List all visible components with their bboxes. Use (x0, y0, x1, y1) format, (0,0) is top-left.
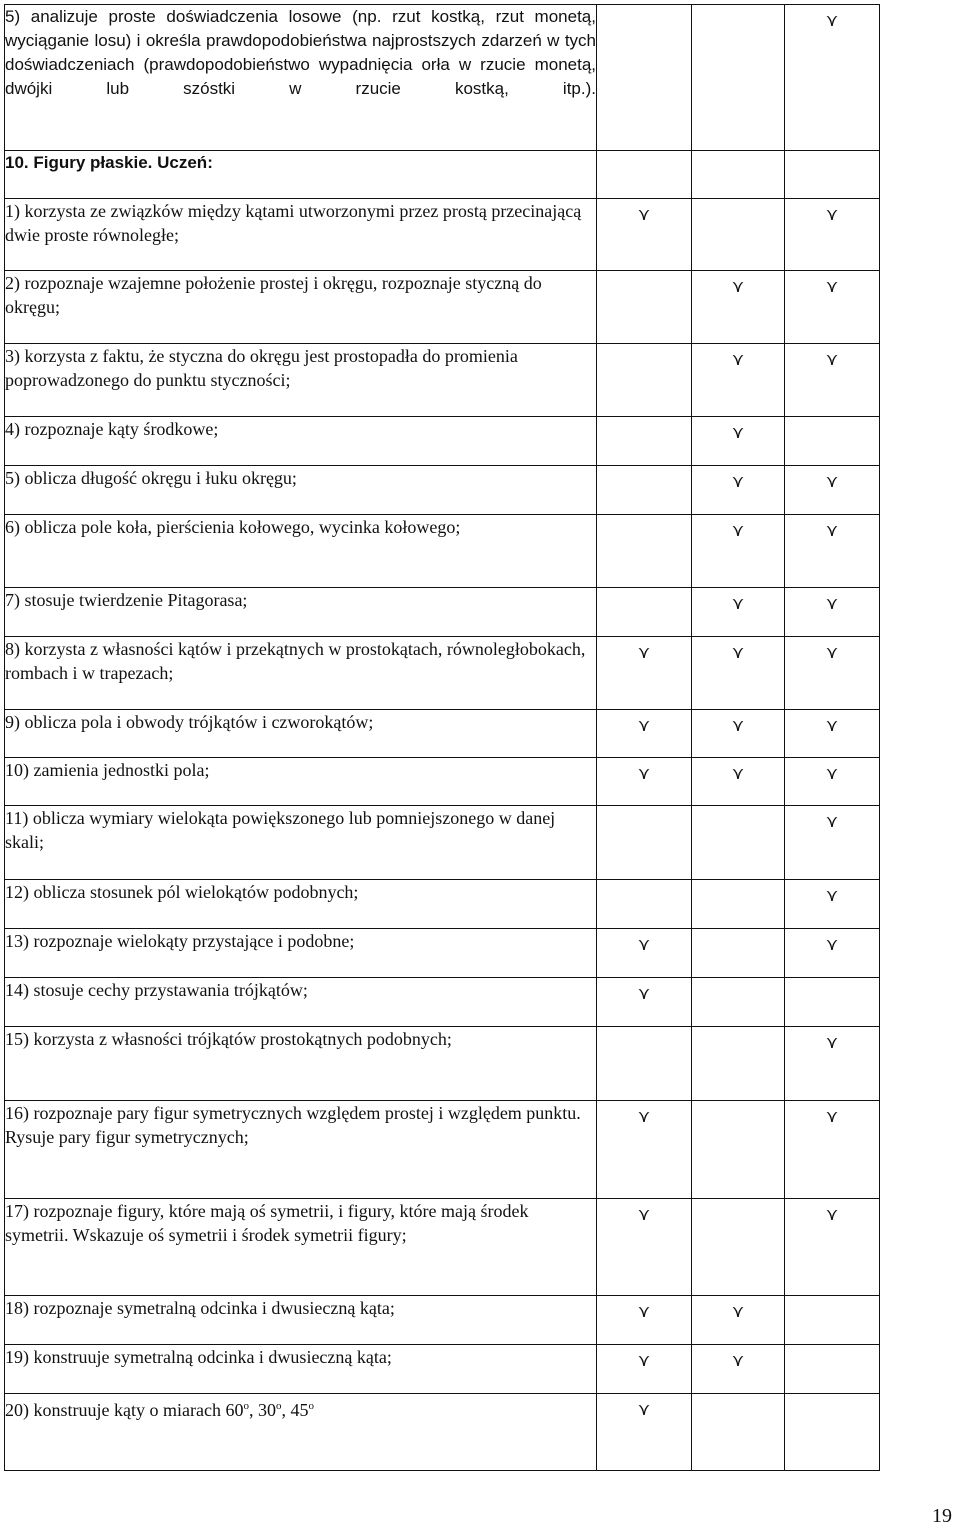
degree-symbol: o (275, 1400, 282, 1412)
requirement-label: 17) rozpoznaje figury, które mają oś symetrii, i figury, które mają środek symetrii. Wskazuje oś symetrii i środek symetrii figury; (5, 1201, 529, 1245)
mark-cell-2 (692, 978, 785, 1027)
requirement-text (5, 929, 597, 978)
mark-cell-1 (597, 637, 692, 710)
check-mark-icon: ⋎ (731, 716, 745, 736)
mark-cell-1 (597, 1101, 692, 1199)
requirement-label: 3) korzysta z faktu, że styczna do okręgu jest prostopadła do promienia poprowadzonego do punktu styczności; (5, 346, 518, 390)
mark-cell-1 (597, 978, 692, 1027)
requirement-label: 8) korzysta z własności kątów i przekątnych w prostokątach, równoległobokach, rombach i w trapezach; (5, 639, 586, 683)
mark-cell-3 (785, 806, 880, 880)
mark-cell-2 (692, 637, 785, 710)
check-mark-icon: ⋎ (731, 472, 745, 492)
mark-cell-2 (692, 929, 785, 978)
mark-cell-1 (597, 806, 692, 880)
check-mark-icon: ⋎ (637, 716, 651, 736)
check-mark-icon: ⋎ (637, 1400, 651, 1420)
mark-cell-2 (692, 466, 785, 515)
mark-cell-2 (692, 710, 785, 758)
requirement-text (5, 1101, 597, 1199)
table-row (5, 1296, 880, 1345)
angle-value: , 30 (248, 1400, 276, 1420)
check-mark-icon: ⋎ (731, 594, 745, 614)
requirement-text (5, 199, 597, 271)
check-mark-icon: ⋎ (731, 643, 745, 663)
table-row (5, 710, 880, 758)
requirement-label: 11) oblicza wymiary wielokąta powiększonego lub pomniejszonego w danej skali; (5, 808, 556, 852)
mark-cell-2 (692, 880, 785, 929)
requirement-text (5, 637, 597, 710)
check-mark-icon: ⋎ (825, 205, 839, 225)
mark-cell-3 (785, 588, 880, 637)
mark-cell-2 (692, 5, 785, 151)
mark-cell-1 (597, 515, 692, 588)
mark-cell-2 (692, 1394, 785, 1471)
check-mark-icon: ⋎ (825, 521, 839, 541)
requirement-label: 10. Figury płaskie. Uczeń: (5, 153, 213, 172)
mark-cell-3 (785, 1296, 880, 1345)
check-mark-icon: ⋎ (825, 764, 839, 784)
requirement-text (5, 806, 597, 880)
angle-value: , 45 (281, 1400, 309, 1420)
requirement-label: 7) stosuje twierdzenie Pitagorasa; (5, 590, 248, 610)
table-row (5, 929, 880, 978)
check-mark-icon: ⋎ (637, 1302, 651, 1322)
check-mark-icon: ⋎ (825, 1205, 839, 1225)
table-row (5, 1394, 880, 1471)
requirement-text (5, 1027, 597, 1101)
mark-cell-3 (785, 5, 880, 151)
requirement-text (5, 588, 597, 637)
check-mark-icon: ⋎ (825, 716, 839, 736)
check-mark-icon: ⋎ (825, 594, 839, 614)
mark-cell-2 (692, 151, 785, 199)
mark-cell-3 (785, 1394, 880, 1471)
mark-cell-1 (597, 929, 692, 978)
mark-cell-1 (597, 880, 692, 929)
requirement-text (5, 417, 597, 466)
mark-cell-2 (692, 806, 785, 880)
mark-cell-3 (785, 1345, 880, 1394)
mark-cell-1 (597, 1199, 692, 1296)
check-mark-icon: ⋎ (637, 1205, 651, 1225)
degree-symbol: o (308, 1400, 314, 1412)
check-mark-icon: ⋎ (637, 1107, 651, 1127)
mark-cell-2 (692, 271, 785, 344)
check-mark-icon: ⋎ (637, 984, 651, 1004)
table-row (5, 515, 880, 588)
check-mark-icon: ⋎ (825, 812, 839, 832)
requirement-label: 5) analizuje proste doświadczenia losowe (np. rzut kostką, rzut monetą, wyciąganie losu) i określa prawdopodobieństwa najprostszych zdarzeń w tych doświadczeniach (prawdopodobieństwo wypadnięcia orła w rzucie monetą, dwójki lub szóstki w rzucie kostką, itp.). (5, 7, 596, 98)
requirement-text (5, 515, 597, 588)
mark-cell-2 (692, 199, 785, 271)
mark-cell-3 (785, 1027, 880, 1101)
check-mark-icon: ⋎ (731, 277, 745, 297)
mark-cell-2 (692, 1199, 785, 1296)
requirement-label: 5) oblicza długość okręgu i łuku okręgu; (5, 468, 297, 488)
requirement-label: 13) rozpoznaje wielokąty przystające i podobne; (5, 931, 355, 951)
table-row (5, 1345, 880, 1394)
check-mark-icon: ⋎ (825, 1107, 839, 1127)
check-mark-icon: ⋎ (825, 350, 839, 370)
section-heading (5, 151, 597, 199)
mark-cell-3 (785, 880, 880, 929)
requirement-label: 4) rozpoznaje kąty środkowe; (5, 419, 219, 439)
mark-cell-1 (597, 1345, 692, 1394)
mark-cell-3 (785, 978, 880, 1027)
mark-cell-1 (597, 1027, 692, 1101)
table-row (5, 1027, 880, 1101)
mark-cell-3 (785, 637, 880, 710)
mark-cell-3 (785, 710, 880, 758)
requirement-label: 12) oblicza stosunek pól wielokątów podobnych; (5, 882, 359, 902)
requirement-label: 6) oblicza pole koła, pierścienia kołowego, wycinka kołowego; (5, 517, 461, 537)
requirement-label: 2) rozpoznaje wzajemne położenie prostej i okręgu, rozpoznaje styczną do okręgu; (5, 273, 542, 317)
mark-cell-2 (692, 1345, 785, 1394)
check-mark-icon: ⋎ (731, 764, 745, 784)
requirement-label: 19) konstruuje symetralną odcinka i dwusieczną kąta; (5, 1347, 392, 1367)
check-mark-icon: ⋎ (637, 1351, 651, 1371)
mark-cell-1 (597, 588, 692, 637)
check-mark-icon: ⋎ (825, 1033, 839, 1053)
mark-cell-1 (597, 5, 692, 151)
requirement-text (5, 1394, 597, 1471)
mark-cell-1 (597, 758, 692, 806)
table-row (5, 151, 880, 199)
table-row (5, 1101, 880, 1199)
check-mark-icon: ⋎ (825, 277, 839, 297)
table-row (5, 758, 880, 806)
table-row (5, 271, 880, 344)
mark-cell-1 (597, 1296, 692, 1345)
degree-symbol: o (243, 1400, 249, 1412)
mark-cell-3 (785, 466, 880, 515)
mark-cell-3 (785, 929, 880, 978)
check-mark-icon: ⋎ (731, 1302, 745, 1322)
mark-cell-1 (597, 199, 692, 271)
mark-cell-2 (692, 1027, 785, 1101)
mark-cell-2 (692, 1296, 785, 1345)
table-row (5, 637, 880, 710)
requirement-label: 14) stosuje cechy przystawania trójkątów; (5, 980, 308, 1000)
check-mark-icon: ⋎ (825, 935, 839, 955)
requirement-text (5, 978, 597, 1027)
requirements-table (4, 4, 880, 1471)
table-row (5, 806, 880, 880)
mark-cell-2 (692, 515, 785, 588)
table-row (5, 880, 880, 929)
check-mark-icon: ⋎ (825, 472, 839, 492)
mark-cell-3 (785, 758, 880, 806)
check-mark-icon: ⋎ (731, 1351, 745, 1371)
table-row (5, 417, 880, 466)
check-mark-icon: ⋎ (825, 643, 839, 663)
check-mark-icon: ⋎ (637, 205, 651, 225)
mark-cell-2 (692, 417, 785, 466)
mark-cell-1 (597, 344, 692, 417)
mark-cell-3 (785, 417, 880, 466)
table-row (5, 199, 880, 271)
requirement-label: 10) zamienia jednostki pola; (5, 760, 210, 780)
requirement-text (5, 271, 597, 344)
mark-cell-1 (597, 271, 692, 344)
table-row (5, 5, 880, 151)
mark-cell-2 (692, 1101, 785, 1199)
requirement-label: 1) korzysta ze związków między kątami utworzonymi przez prostą przecinającą dwie proste równoległe; (5, 201, 582, 245)
mark-cell-1 (597, 417, 692, 466)
requirement-text (5, 344, 597, 417)
check-mark-icon: ⋎ (637, 764, 651, 784)
requirement-label: 16) rozpoznaje pary figur symetrycznych względem prostej i względem punktu. Rysuje pary figur symetrycznych; (5, 1103, 581, 1147)
requirement-text (5, 1199, 597, 1296)
check-mark-icon: ⋎ (637, 935, 651, 955)
requirement-text (5, 1345, 597, 1394)
check-mark-icon: ⋎ (731, 521, 745, 541)
check-mark-icon: ⋎ (637, 643, 651, 663)
requirement-label: 9) oblicza pola i obwody trójkątów i czworokątów; (5, 712, 374, 732)
requirement-text (5, 1296, 597, 1345)
requirement-text (5, 880, 597, 929)
mark-cell-3 (785, 344, 880, 417)
mark-cell-3 (785, 199, 880, 271)
page-number: 19 (932, 1505, 952, 1527)
mark-cell-3 (785, 1199, 880, 1296)
mark-cell-1 (597, 1394, 692, 1471)
check-mark-icon: ⋎ (731, 350, 745, 370)
mark-cell-3 (785, 515, 880, 588)
requirement-label: 20) konstruuje kąty o miarach 60 (5, 1400, 244, 1420)
requirement-text (5, 5, 597, 151)
check-mark-icon: ⋎ (731, 423, 745, 443)
table-row (5, 466, 880, 515)
requirement-text (5, 466, 597, 515)
table-row (5, 1199, 880, 1296)
mark-cell-1 (597, 710, 692, 758)
check-mark-icon: ⋎ (825, 11, 839, 31)
mark-cell-2 (692, 344, 785, 417)
requirement-label: 18) rozpoznaje symetralną odcinka i dwusieczną kąta; (5, 1298, 395, 1318)
requirement-label: 15) korzysta z własności trójkątów prostokątnych podobnych; (5, 1029, 452, 1049)
table-row (5, 588, 880, 637)
mark-cell-1 (597, 151, 692, 199)
mark-cell-2 (692, 758, 785, 806)
mark-cell-1 (597, 466, 692, 515)
mark-cell-2 (692, 588, 785, 637)
table-row (5, 344, 880, 417)
table-row (5, 978, 880, 1027)
requirement-text (5, 710, 597, 758)
check-mark-icon: ⋎ (825, 886, 839, 906)
mark-cell-3 (785, 271, 880, 344)
mark-cell-3 (785, 1101, 880, 1199)
requirement-text (5, 758, 597, 806)
mark-cell-3 (785, 151, 880, 199)
